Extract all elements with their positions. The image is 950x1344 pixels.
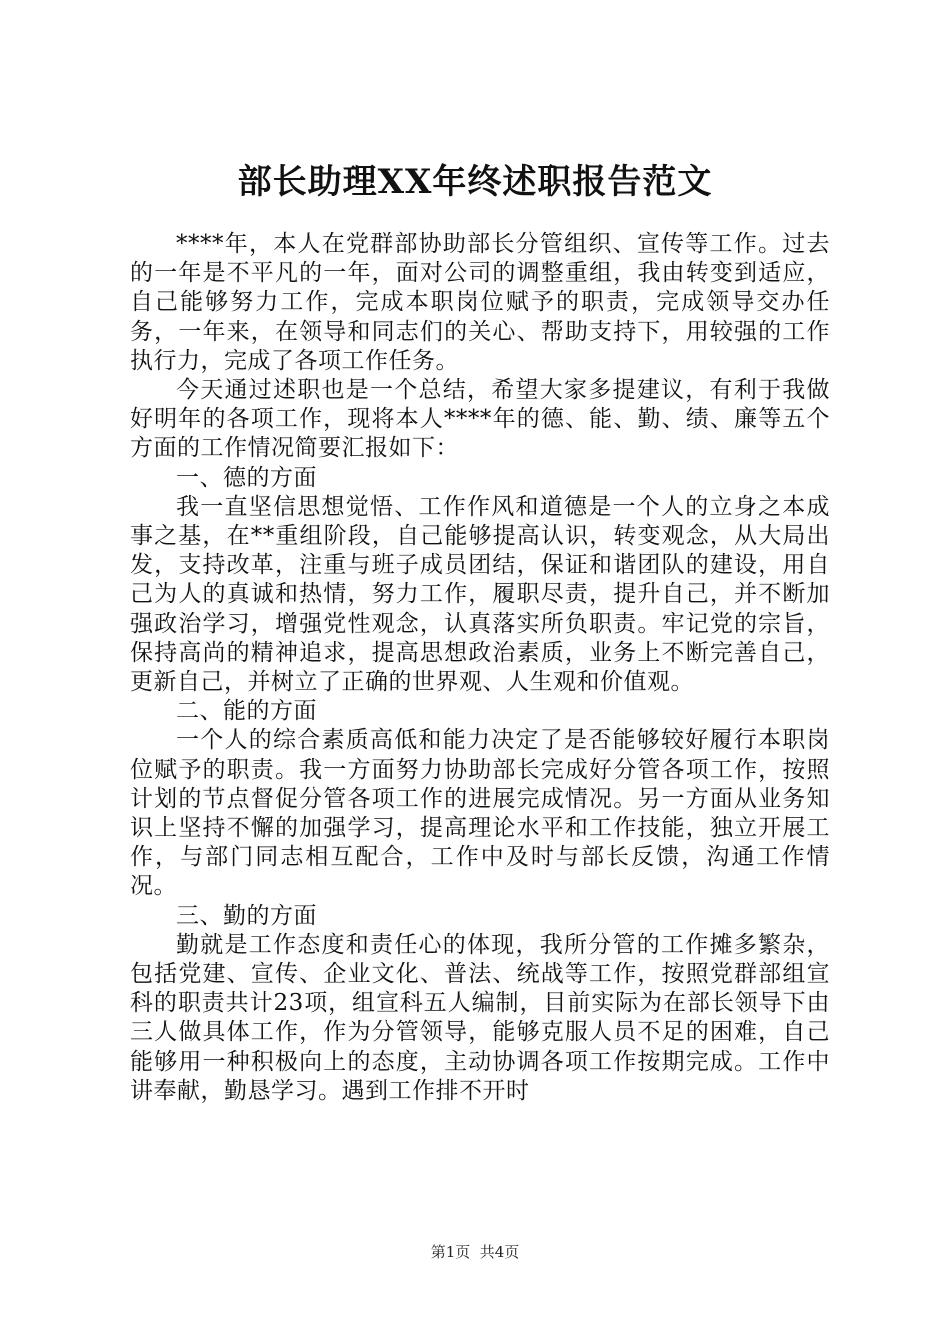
page-number-label: 第1页 共4页 xyxy=(430,1243,520,1261)
section-heading-neng: 二、能的方面 xyxy=(176,698,317,725)
page-footer xyxy=(0,1241,950,1263)
section-text-qin: 勤就是工作态度和责任心的体现，我所分管的工作摊多繁杂，包括党建、宣传、企业文化、普法、统战等工作，按照党群部组宣科的职责共计23项，组宣科五人编制，目前实际为在部长领导下由三人做具体工作，作为分管领导，能够克服人员不足的困难，自己能够用一种积极向上的态度，主动协调各项工作按期完成。工作中讲奉献，勤恳学习。遇到工作排不开时 xyxy=(130,931,830,1104)
section-text-neng: 一个人的综合素质高低和能力决定了是否能够较好履行本职岗位赋予的职责。我一方面努力协助部长完成好分管各项工作，按照计划的节点督促分管各项工作的进展完成情况。另一方面从业务知识上坚持不懈的加强学习，提高理论水平和工作技能，独立开展工作，与部门同志相互配合，工作中及时与部长反馈，沟通工作情况。 xyxy=(130,727,830,900)
intro-paragraph: ****年，本人在党群部协助部长分管组织、宣传等工作。过去的一年是不平凡的一年，面对公司的调整重组，我由转变到适应，自己能够努力工作，完成本职岗位赋予的职责，完成领导交办任务，一年来，在领导和同志们的关心、帮助支持下，用较强的工作执行力，完成了各项工作任务。 xyxy=(130,231,830,374)
section-heading-qin: 三、勤的方面 xyxy=(176,902,317,929)
document-title: 部长助理XX年终述职报告范文 xyxy=(237,162,713,202)
summary-paragraph: 今天通过述职也是一个总结，希望大家多提建议，有利于我做好明年的各项工作，现将本人****年的德、能、勤、绩、廉等五个方面的工作情况简要汇报如下： xyxy=(130,377,830,462)
section-text-de: 我一直坚信思想觉悟、工作作风和道德是一个人的立身之本成事之基，在**重组阶段，自己能够提高认识，转变观念，从大局出发，支持改革，注重与班子成员团结，保证和谐团队的建设，用自己为人的真诚和热情，努力工作，履职尽责，提升自己，并不断加强政治学习，增强党性观念，认真落实所负职责。牢记党的宗旨，保持高尚的精神追求，提高思想政治素质，业务上不断完善自己，更新自己，并树立了正确的世界观、人生观和价值观。 xyxy=(130,493,830,696)
section-heading-de: 一、德的方面 xyxy=(176,464,317,491)
document-body xyxy=(130,230,830,1106)
